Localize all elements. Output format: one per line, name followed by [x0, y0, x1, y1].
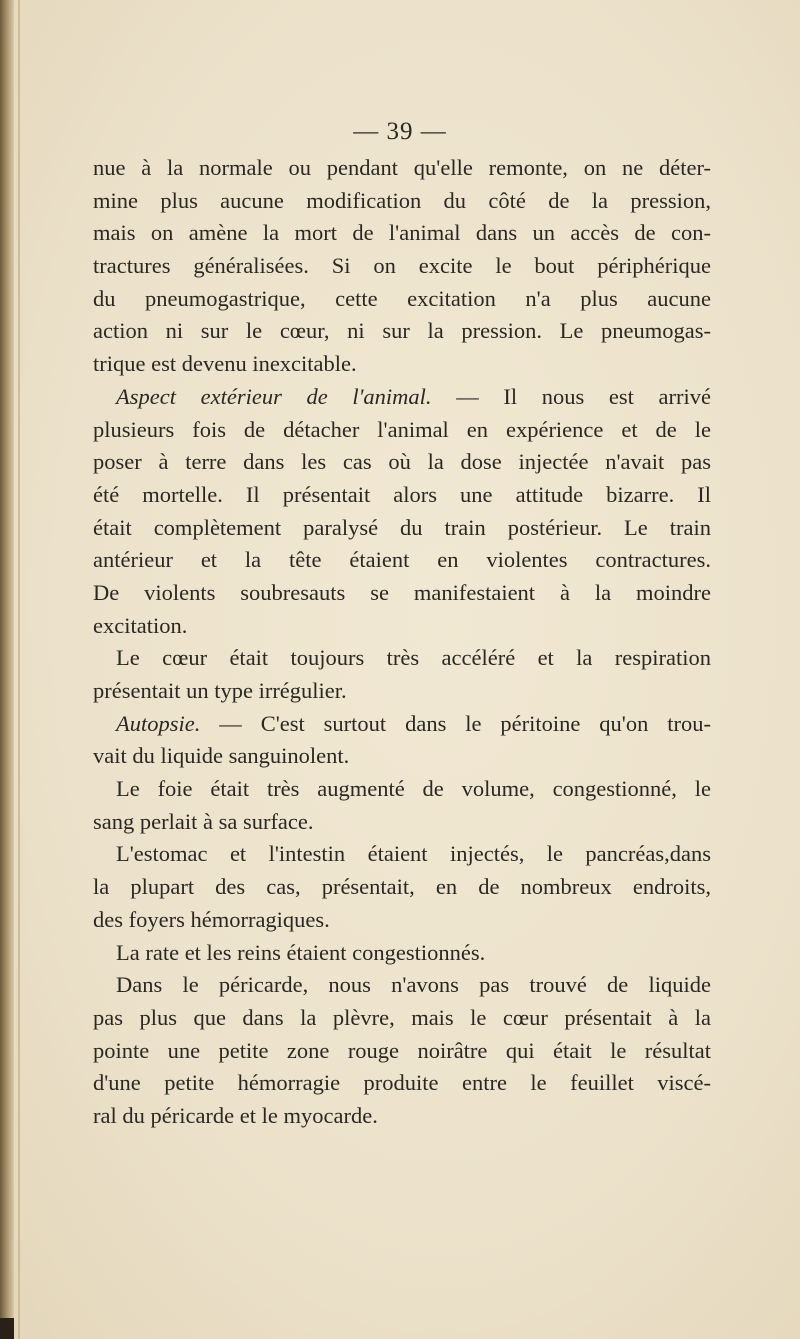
line-text: L'estomac et l'intestin étaient injectés, le pancréas,dans	[116, 841, 711, 867]
line-text: des foyers hémorragiques.	[93, 906, 330, 932]
line-text: poser à terre dans les cas où la dose injectée n'avait pas	[93, 449, 711, 475]
line-text: présentait un type irrégulier.	[93, 678, 347, 703]
text-line	[93, 610, 711, 643]
line-text: tractures généralisées. Si on excite le bout périphérique	[93, 253, 711, 279]
text-line	[93, 937, 711, 970]
line-text: mais on amène la mort de l'animal dans un accès de con-	[93, 220, 711, 246]
text-line	[93, 708, 711, 741]
text-line	[93, 642, 711, 675]
text-line	[93, 250, 711, 283]
text-line	[93, 871, 711, 904]
text-line	[93, 969, 711, 1002]
line-text: action ni sur le cœur, ni sur la pression. Le pneumogas-	[93, 318, 711, 344]
line-text: vait du liquide sanguinolent.	[93, 743, 350, 769]
text-line	[93, 1067, 711, 1100]
text-line	[93, 446, 711, 479]
line-text: d'une petite hémorragie produite entre le feuillet viscé-	[93, 1070, 711, 1096]
text-line	[93, 577, 711, 610]
line-text: sang perlait à sa surface.	[93, 808, 314, 834]
text-line	[93, 740, 711, 773]
text-line	[93, 283, 711, 316]
text-line	[93, 381, 711, 414]
line-text: antérieur et la tête étaient en violentes contractures.	[93, 547, 711, 573]
text-line	[93, 315, 711, 348]
text-line	[93, 904, 711, 937]
text-line	[93, 675, 711, 708]
line-text: nue à la normale ou pendant qu'elle remonte, on ne déter-	[93, 155, 711, 180]
line-text: plusieurs fois de détacher l'animal en expérience et de le	[93, 416, 711, 442]
line-text: pointe une petite zone rouge noirâtre qui était le résultat	[93, 1037, 711, 1063]
text-line	[93, 217, 711, 250]
text-line	[93, 185, 711, 218]
line-text: Dans le péricarde, nous n'avons pas trouvé de liquide	[116, 972, 711, 998]
line-text: pas plus que dans la plèvre, mais le cœur présentait à la	[93, 1004, 711, 1030]
line-text: ral du péricarde et le myocarde.	[93, 1102, 378, 1128]
text-line	[93, 544, 711, 577]
text-line	[93, 838, 711, 871]
text-line	[93, 512, 711, 545]
page-corner-shadow	[0, 1318, 14, 1339]
line-text: Le cœur était toujours très accéléré et la respiration	[116, 645, 711, 671]
line-text: du pneumogastrique, cette excitation n'a plus aucune	[93, 285, 711, 311]
text-line	[93, 1100, 711, 1133]
text-line	[93, 773, 711, 806]
line-text: trique est devenu inexcitable.	[93, 351, 357, 377]
text-line	[93, 348, 711, 381]
line-text: mine plus aucune modification du côté de la pression,	[93, 187, 711, 213]
text-line	[93, 806, 711, 839]
text-line	[93, 479, 711, 512]
body-text	[93, 152, 711, 1133]
page-binding-edge	[0, 0, 14, 1339]
text-line	[93, 152, 711, 185]
line-text: la plupart des cas, présentait, en de nombreux endroits,	[93, 874, 711, 900]
text-line	[93, 1035, 711, 1068]
line-text: — Il nous est arrivé	[431, 383, 711, 409]
line-text: été mortelle. Il présentait alors une attitude bizarre. Il	[93, 481, 711, 507]
line-text: Le foie était très augmenté de volume, congestionné, le	[116, 776, 711, 802]
binding-fold-line	[18, 0, 20, 1339]
line-text: était complètement paralysé du train postérieur. Le train	[93, 514, 711, 540]
section-heading-italic: Aspect extérieur de l'animal.	[116, 383, 432, 409]
text-line	[93, 1002, 711, 1035]
page-number: — 39 —	[353, 118, 447, 145]
section-heading-italic: Autopsie.	[116, 710, 201, 736]
line-text: — C'est surtout dans le péritoine qu'on trou-	[200, 710, 711, 736]
text-line	[93, 414, 711, 447]
line-text: De violents soubresauts se manifestaient à la moindre	[93, 579, 711, 605]
line-text: excitation.	[93, 612, 188, 638]
line-text: La rate et les reins étaient congestionnés.	[116, 939, 486, 965]
